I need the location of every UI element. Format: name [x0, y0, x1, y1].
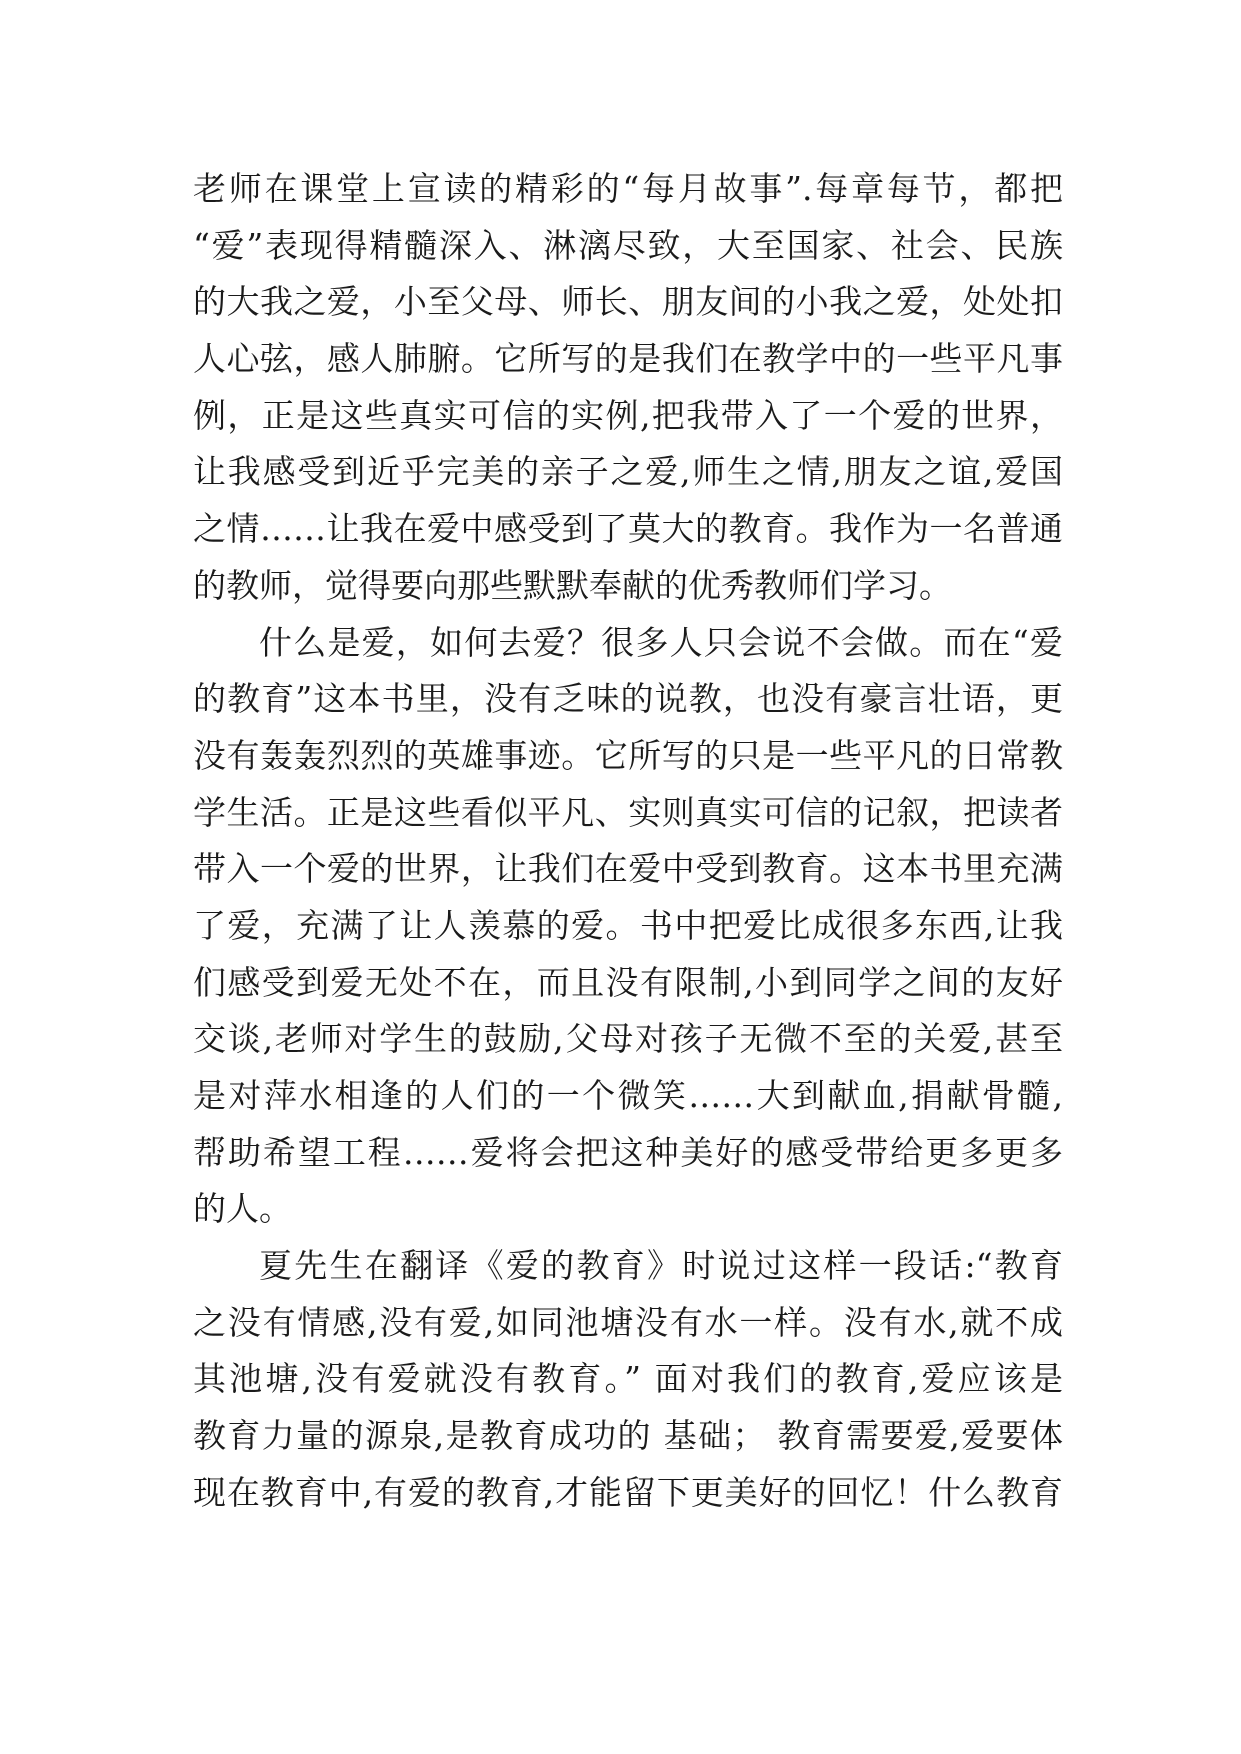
paragraph-1-line-2: “爱”表现得精髓深入、淋漓尽致，大至国家、社会、民族	[193, 225, 1063, 265]
paragraph-2-line-7: 们感受到爱无处不在，而且没有限制,小到同学之间的友好	[193, 962, 1063, 1002]
paragraph-3-line-4: 教育力量的源泉,是教育成功的 基础； 教育需要爱,爱要体	[193, 1416, 1063, 1456]
document-body	[193, 161, 1063, 1522]
paragraph-2-line-6: 了爱，充满了让人羡慕的爱。书中把爱比成很多东西,让我	[193, 905, 1063, 945]
paragraph-2-line-9: 是对萍水相逢的人们的一个微笑……大到献血,捐献骨髓,	[193, 1076, 1063, 1115]
paragraph-1-line-6: 让我感受到近乎完美的亲子之爱,师生之情,朋友之谊,爱国	[193, 452, 1063, 492]
paragraph-2-line-5: 带入一个爱的世界，让我们在爱中受到教育。这本书里充满	[193, 849, 1063, 889]
paragraph-1-line-4: 人心弦，感人肺腑。它所写的是我们在教学中的一些平凡事	[193, 339, 1063, 379]
paragraph-3-line-5: 现在教育中,有爱的教育,才能留下更美好的回忆！什么教育	[193, 1472, 1063, 1512]
paragraph-1-line-1: 老师在课堂上宣读的精彩的“每月故事”.每章每节，都把	[193, 169, 1063, 208]
paragraph-2-line-4: 学生活。正是这些看似平凡、实则真实可信的记叙，把读者	[193, 792, 1063, 832]
paragraph-1-line-3: 的大我之爱，小至父母、师长、朋友间的小我之爱，处处扣	[193, 282, 1063, 322]
paragraph-2-line-10: 帮助希望工程……爱将会把这种美好的感受带给更多更多	[193, 1132, 1063, 1172]
paragraph-3-line-1: 夏先生在翻译《爱的教育》时说过这样一段话:“教育	[259, 1246, 1063, 1286]
paragraph-1-line-8: 的教师，觉得要向那些默默奉献的优秀教师们学习。	[193, 565, 952, 605]
paragraph-3-line-3: 其池塘,没有爱就没有教育。” 面对我们的教育,爱应该是	[193, 1359, 1063, 1399]
paragraph-2-line-2: 的教育”这本书里，没有乏味的说教，也没有豪言壮语，更	[193, 679, 1063, 719]
paragraph-2-line-8: 交谈,老师对学生的鼓励,父母对孩子无微不至的关爱,甚至	[193, 1019, 1063, 1059]
paragraph-2-line-3: 没有轰轰烈烈的英雄事迹。它所写的只是一些平凡的日常教	[193, 735, 1063, 775]
paragraph-3-line-2: 之没有情感,没有爱,如同池塘没有水一样。没有水,就不成	[193, 1302, 1063, 1342]
paragraph-1-line-7: 之情……让我在爱中感受到了莫大的教育。我作为一名普通	[193, 509, 1063, 549]
paragraph-1-line-5: 例，正是这些真实可信的实例,把我带入了一个爱的世界，	[193, 395, 1063, 435]
paragraph-2-line-11: 的人。	[193, 1189, 292, 1229]
paragraph-2-line-1: 什么是爱，如何去爱？很多人只会说不会做。而在“爱	[259, 622, 1063, 662]
